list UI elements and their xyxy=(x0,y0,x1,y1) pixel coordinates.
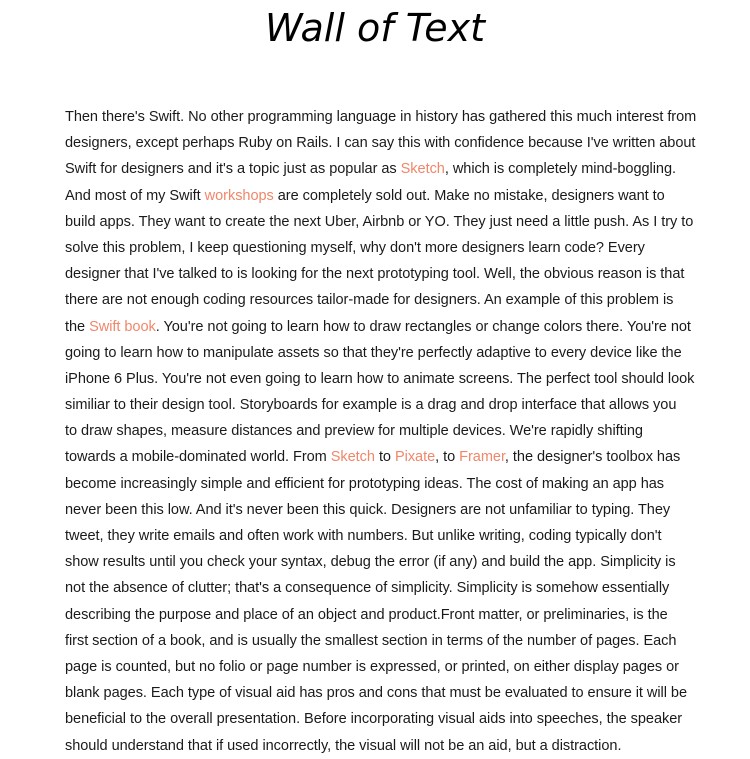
text-segment: to xyxy=(374,449,395,466)
text-line xyxy=(65,130,743,156)
inline-link[interactable]: Pixate xyxy=(394,449,436,466)
text-line xyxy=(65,733,743,759)
text-line xyxy=(65,209,743,235)
text-line xyxy=(65,418,743,444)
text-line xyxy=(65,654,743,680)
text-segment: , to xyxy=(435,449,460,466)
text-line xyxy=(65,183,743,209)
text-segment: towards a mobile-dominated world. From xyxy=(65,449,331,466)
text-segment: there are not enough coding resources tailor-made for designers. An example of this problem is xyxy=(65,292,674,309)
text-segment: Then there's Swift. No other programming language in history has gathered this much interest from xyxy=(65,109,697,125)
text-segment: not the absence of clutter; that's a consequence of simplicity. Simplicity is somehow essentially xyxy=(65,580,670,597)
text-line xyxy=(65,628,743,654)
text-line xyxy=(65,497,743,523)
text-segment: page is counted, but no folio or page number is expressed, or printed, on either display pages or xyxy=(65,658,679,675)
text-segment: the xyxy=(65,318,90,335)
text-segment: are completely sold out. Make no mistake, designers want to xyxy=(273,187,665,204)
text-line xyxy=(65,471,743,497)
page-title: Wall of Text xyxy=(265,6,485,50)
text-segment: first section of a book, and is usually the smallest section in terms of the number of pages. Each xyxy=(65,632,677,649)
text-line xyxy=(65,706,743,732)
text-line xyxy=(65,235,743,261)
text-segment: designers, except perhaps Ruby on Rails. I can say this with confidence because I've written about xyxy=(65,135,696,152)
text-line xyxy=(65,314,743,340)
text-line xyxy=(65,680,743,706)
text-segment: solve this problem, I keep questioning myself, why don't more designers learn code? Every xyxy=(65,239,645,256)
text-line xyxy=(65,523,743,549)
text-segment: , the designer's toolbox has xyxy=(504,449,681,466)
text-segment: beneficial to the overall presentation. Before incorporating visual aids into speeches, the speaker xyxy=(65,711,683,728)
text-line xyxy=(65,444,743,470)
text-segment: tweet, they write emails and often work with numbers. But unlike writing, coding typically don't xyxy=(65,528,662,544)
body-paragraph xyxy=(65,104,745,759)
text-segment: Swift for designers and it's a topic just as popular as xyxy=(65,161,401,178)
text-segment: And most of my Swift xyxy=(65,187,205,204)
text-line xyxy=(65,575,743,601)
inline-link[interactable]: Sketch xyxy=(330,449,375,466)
text-segment: blank pages. Each type of visual aid has pros and cons that must be evaluated to ensure it will be xyxy=(65,685,687,702)
text-line xyxy=(65,602,743,628)
inline-link[interactable]: Framer xyxy=(459,449,505,466)
text-segment: become increasingly simple and efficient for prototyping ideas. The cost of making an app has xyxy=(65,475,665,492)
text-segment: designer that I've talked to is looking for the next prototyping tool. Well, the obvious reason is that xyxy=(65,266,685,283)
text-segment: show results until you check your syntax, debug the error (if any) and build the app. Simplicity is xyxy=(65,554,676,571)
text-line xyxy=(65,549,743,575)
inline-link[interactable]: Sketch xyxy=(400,161,445,178)
text-segment: describing the purpose and place of an object and product.Front matter, or preliminaries, is the xyxy=(65,606,668,623)
text-segment: should understand that if used incorrectly, the visual will not be an aid, but a distraction. xyxy=(65,737,622,754)
text-line xyxy=(65,366,743,392)
text-line xyxy=(65,340,743,366)
inline-link[interactable]: Swift book xyxy=(89,318,156,335)
text-line xyxy=(65,261,743,287)
text-segment: iPhone 6 Plus. You're not even going to learn how to animate screens. The perfect tool should look xyxy=(65,370,695,387)
text-line xyxy=(65,104,743,130)
text-segment: . You're not going to learn how to draw rectangles or change colors there. You're not xyxy=(155,318,691,335)
text-segment: similiar to their design tool. Storyboards for example is a drag and drop interface that allows you xyxy=(65,397,677,414)
text-segment: , which is completely mind-boggling. xyxy=(444,161,676,178)
text-line xyxy=(65,392,743,418)
inline-link[interactable]: workshops xyxy=(204,187,274,204)
text-segment: to draw shapes, measure distances and preview for multiple devices. We're rapidly shifting xyxy=(65,423,643,440)
text-segment: never been this low. And it's never been this quick. Designers are not unfamiliar to typing. They xyxy=(65,501,671,518)
text-line xyxy=(65,287,743,313)
text-segment: going to learn how to manipulate assets so that they're perfectly adaptive to every device like the xyxy=(65,344,682,361)
text-line xyxy=(65,156,743,182)
text-segment: build apps. They want to create the next Uber, Airbnb or YO. They just need a little push. As I try to xyxy=(65,213,694,230)
